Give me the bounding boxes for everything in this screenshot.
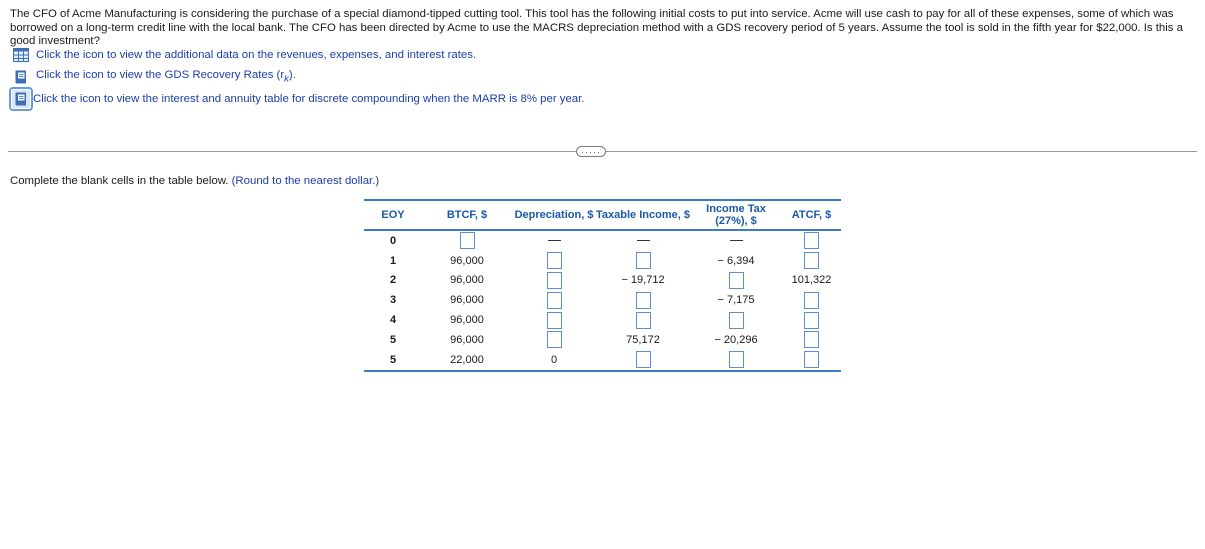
depreciation-cell xyxy=(512,271,596,291)
btcf-cell: 96,000 xyxy=(450,294,484,307)
dash-mark xyxy=(637,240,650,241)
atcf-cell xyxy=(782,230,841,251)
taxable-income-cell: − 19,712 xyxy=(621,274,665,287)
table-row xyxy=(364,290,841,310)
income-tax-input[interactable] xyxy=(729,312,744,329)
income-tax-cell xyxy=(690,230,782,251)
depreciation-cell xyxy=(512,290,596,310)
atcf-cell xyxy=(782,310,841,330)
interest-table-link[interactable] xyxy=(12,89,584,109)
gds-rates-link[interactable] xyxy=(12,67,296,87)
taxable-income-input[interactable] xyxy=(636,351,651,368)
taxable-income-input[interactable] xyxy=(636,252,651,269)
problem-statement: The CFO of Acme Manufacturing is considering the purchase of a special diamond-tipped cutting tool. This tool has the following initial costs to put into service. Acme will use cash to pay for all of these expenses, some of which was borrowed on a long-term credit line with the local bank. The CFO has been directed by Acme to use the MACRS depreciation method with a GDS recovery period of 5 years. Assume the tool is sold in the fifth year for $22,000. Is this a good investment? xyxy=(10,8,1183,47)
eoy-cell: 3 xyxy=(389,294,397,307)
taxable-income-cell: 75,172 xyxy=(626,333,660,346)
cash-flow-table xyxy=(364,199,841,372)
depreciation-cell: 0 xyxy=(512,350,596,371)
atcf-cell: 101,322 xyxy=(791,274,832,287)
dash-mark xyxy=(730,240,743,241)
gds-rates-link-label[interactable]: Click the icon to view the GDS Recovery Rates $(r_k)$. xyxy=(36,69,296,85)
atcf-cell xyxy=(782,251,841,271)
atcf-input[interactable] xyxy=(804,292,819,309)
btcf-cell: 96,000 xyxy=(450,314,484,327)
table-row xyxy=(364,230,841,251)
atcf-input[interactable] xyxy=(804,252,819,269)
taxable-income-cell xyxy=(596,310,690,330)
btcf-cell xyxy=(422,230,512,251)
expand-button[interactable]: ····· xyxy=(576,146,606,157)
instruction-text: Complete the blank cells in the table below. (Round to the nearest dollar.) xyxy=(10,175,380,187)
atcf-input[interactable] xyxy=(804,232,819,249)
taxable-income-cell xyxy=(596,290,690,310)
atcf-input[interactable] xyxy=(804,351,819,368)
income-tax-cell xyxy=(690,310,782,330)
eoy-cell: 0 xyxy=(389,234,397,247)
taxable-income-cell xyxy=(596,251,690,271)
table-row xyxy=(364,251,841,271)
depreciation-cell xyxy=(512,310,596,330)
income-tax-input[interactable] xyxy=(729,272,744,289)
btcf-cell: 96,000 xyxy=(450,274,484,287)
depreciation-input[interactable] xyxy=(547,331,562,348)
taxable-income-cell xyxy=(596,230,690,251)
header-eoy: EOY xyxy=(364,200,422,230)
book-icon[interactable] xyxy=(12,90,30,108)
eoy-cell: 2 xyxy=(389,274,397,287)
eoy-cell: 5 xyxy=(389,333,397,346)
income-tax-cell xyxy=(690,350,782,371)
book-icon[interactable] xyxy=(12,68,30,86)
additional-data-link-label[interactable]: Click the icon to view the additional data on the revenues, expenses, and interest rates. xyxy=(36,49,477,61)
table-header-row xyxy=(364,200,841,230)
table-row xyxy=(364,271,841,291)
btcf-cell: 96,000 xyxy=(450,254,484,267)
btcf-cell: 96,000 xyxy=(450,333,484,346)
atcf-input[interactable] xyxy=(804,331,819,348)
income-tax-cell: − 7,175 xyxy=(717,294,755,307)
table-icon[interactable] xyxy=(12,46,30,64)
income-tax-cell: − 20,296 xyxy=(714,333,758,346)
depreciation-cell xyxy=(512,330,596,350)
eoy-cell: 1 xyxy=(389,254,397,267)
header-depreciation: Depreciation, $ xyxy=(512,200,596,230)
atcf-input[interactable] xyxy=(804,312,819,329)
depreciation-cell xyxy=(512,230,596,251)
eoy-cell: 4 xyxy=(389,314,397,327)
atcf-cell xyxy=(782,330,841,350)
eoy-cell: 5 xyxy=(364,350,422,371)
additional-data-link[interactable] xyxy=(12,45,476,65)
depreciation-input[interactable] xyxy=(547,312,562,329)
taxable-income-input[interactable] xyxy=(636,292,651,309)
taxable-income-input[interactable] xyxy=(636,312,651,329)
interest-table-link-label[interactable]: Click the icon to view the interest and annuity table for discrete compounding when the MARR is 8% per year. xyxy=(33,93,585,105)
header-atcf: ATCF, $ xyxy=(782,200,841,230)
table-row xyxy=(364,310,841,330)
dash-mark xyxy=(548,240,561,241)
atcf-cell xyxy=(782,290,841,310)
income-tax-cell: − 6,394 xyxy=(717,254,755,267)
header-income-tax: Income Tax (27%), $ xyxy=(690,200,782,230)
header-btcf: BTCF, $ xyxy=(422,200,512,230)
depreciation-input[interactable] xyxy=(547,252,562,269)
btcf-input[interactable] xyxy=(460,232,475,249)
atcf-cell xyxy=(782,350,841,371)
depreciation-cell xyxy=(512,251,596,271)
taxable-income-cell xyxy=(596,350,690,371)
header-taxable-income: Taxable Income, $ xyxy=(596,200,690,230)
depreciation-input[interactable] xyxy=(547,272,562,289)
table-row xyxy=(364,330,841,350)
table-row xyxy=(364,350,841,371)
income-tax-cell xyxy=(690,271,782,291)
income-tax-input[interactable] xyxy=(729,351,744,368)
depreciation-input[interactable] xyxy=(547,292,562,309)
btcf-cell: 22,000 xyxy=(422,350,512,371)
